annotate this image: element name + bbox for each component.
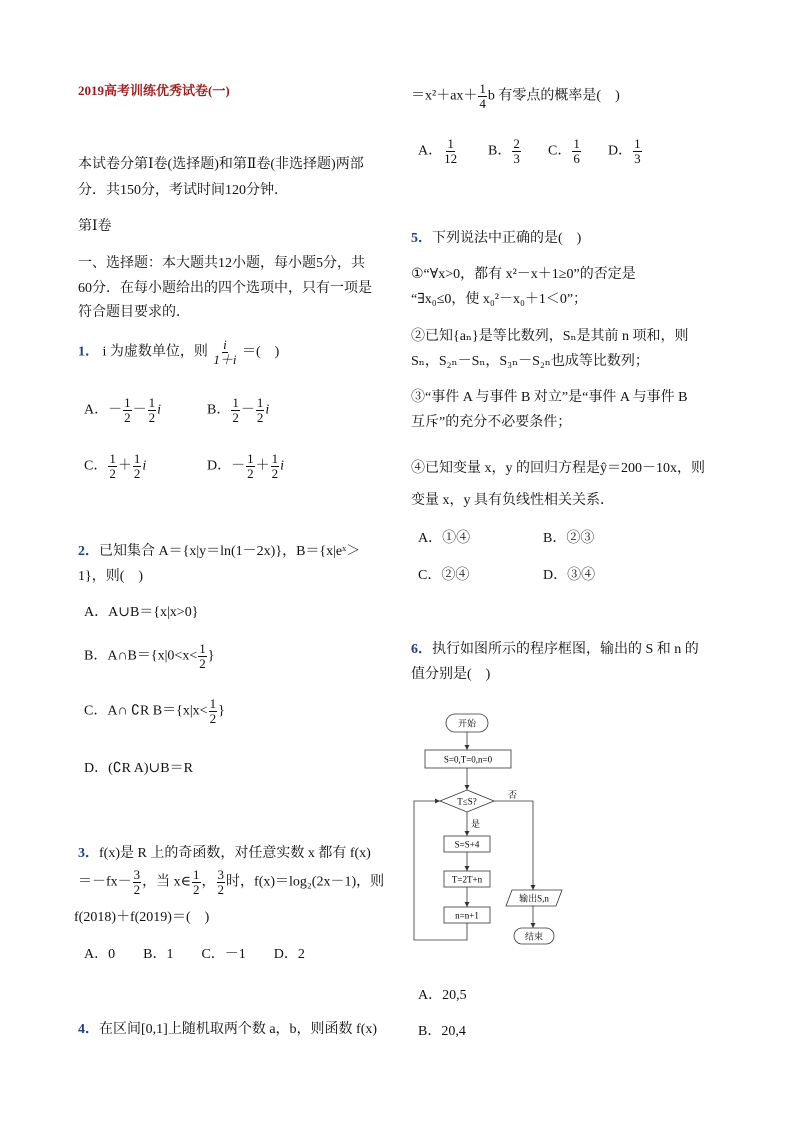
q5-statement-4b: 变量 x，y 具有负线性相关关系． [411, 493, 614, 508]
intro-line-2: 分．共150分，考试时间120分钟． [78, 183, 288, 198]
section-line-2: 60分．在每小题给出的四个选项中，只有一项是 [78, 281, 372, 296]
svg-text:结束: 结束 [524, 931, 544, 942]
q5-statement-3a: ③“事件 A 与事件 B 对立”是“事件 A 与事件 B [411, 390, 688, 405]
q3-options: A．0 B．1 C．－1 D．2 [84, 947, 305, 962]
question-2-stem-2: 1}，则( ) [78, 569, 144, 584]
question-5-number: 5． [411, 231, 432, 246]
q6-option-a: A．20,5 [418, 988, 467, 1003]
q1-option-d: D．－ $\frac{1}{2}$ ＋ $\frac{1}{2}$ i [207, 451, 285, 481]
q5-statement-2a: ②已知{aₙ}是等比数列，Sₙ是其前 n 项和，则 [411, 329, 689, 344]
q5-statement-1a: ①“∀x>0，都有 x²－x＋1≥0”的否定是 [411, 267, 636, 282]
question-3-stem: 3．f(x)是 R 上的奇函数，对任意实数 x 都有 f(x) [78, 846, 371, 861]
svg-text:S=0,T=0,n=0: S=0,T=0,n=0 [443, 754, 493, 765]
q2-option-c: C．A∩ ∁R B＝{x|x< $\frac{1}{2}$ } [84, 696, 225, 726]
q5-option-b: B．②③ [543, 531, 595, 546]
question-4-number: 4． [78, 1022, 99, 1037]
svg-text:n=n+1: n=n+1 [455, 910, 479, 921]
fraction: $\frac{i}{1+i}$ [213, 337, 237, 367]
svg-text:开始: 开始 [457, 718, 477, 729]
section-line-1: 一、选择题：本大题共12小题，每小题5分，共 [78, 256, 365, 271]
question-3-stem-2: ＝－fx－ $\frac{3}{2}$ ，当 x∈ $\frac{1}{2}$ ， $\frac{3}{2}$ 时，f(x)＝log₂(2x－1)，则 [78, 867, 385, 897]
q2-option-b: B．A∩B＝{x|0<x< $\frac{1}{2}$ } [84, 641, 215, 671]
q5-option-a: A．①④ [418, 531, 471, 546]
q5-statement-4a: ④已知变量 x，y 的回归方程是ŷ＝200－10x，则 [411, 461, 705, 476]
svg-text:是: 是 [471, 819, 481, 829]
question-5-stem: 5．下列说法中正确的是( ) [411, 231, 582, 246]
question-2-number: 2． [78, 544, 99, 559]
q4-option-a: A． $\frac{1}{12}$ [418, 136, 458, 166]
q4-option-c: C． $\frac{1}{6}$ [548, 136, 580, 166]
question-3-number: 3． [78, 846, 99, 861]
q2-option-a: A．A∪B＝{x|x>0} [84, 605, 199, 620]
question-4-stem: 4．在区间[0,1]上随机取两个数 a，b，则函数 f(x) [78, 1022, 378, 1037]
program-flowchart [408, 710, 588, 950]
svg-text:T≤S?: T≤S? [457, 796, 477, 807]
q5-statement-1b: “∃x₀≤0，使 x₀²－x₀＋1＜0”； [411, 292, 588, 307]
q2-option-d: D．(∁R A)∪B＝R [84, 761, 193, 776]
q6-option-b: B．20,4 [418, 1024, 466, 1039]
page-title: 2019高考训练优秀试卷(一) [78, 83, 230, 98]
question-3-stem-3: f(2018)＋f(2019)＝( ) [74, 910, 210, 925]
q4-option-d: D． $\frac{1}{3}$ [608, 136, 641, 166]
q5-option-d: D．③④ [543, 568, 596, 583]
q5-statement-3b: 互斥”的充分不必要条件； [411, 415, 572, 430]
svg-text:否: 否 [508, 790, 518, 800]
q1-option-c: C． $\frac{1}{2}$ ＋ $\frac{1}{2}$ i [84, 451, 147, 481]
question-6-stem-2: 值分别是( ) [411, 667, 491, 682]
q1-option-a: A．－ $\frac{1}{2}$ － $\frac{1}{2}$ i [84, 395, 162, 425]
question-6-stem: 6．执行如图所示的程序框图，输出的 S 和 n 的 [411, 642, 699, 657]
svg-text:输出S,n: 输出S,n [519, 893, 549, 904]
q1-option-b: B． $\frac{1}{2}$ － $\frac{1}{2}$ i [207, 395, 270, 425]
question-1-stem: 1． i 为虚数单位，则 $\frac{i}{1+i}$ ＝( ) [78, 337, 280, 367]
q5-statement-2b: Sₙ，S₂ₙ－Sₙ，S₃ₙ－S₂ₙ也成等比数列； [411, 354, 649, 369]
question-4-stem-2: ＝x²＋ax＋ $\frac{1}{4}$ b 有零点的概率是( ) [411, 81, 620, 111]
question-6-number: 6． [411, 642, 432, 657]
svg-text:S=S+4: S=S+4 [454, 839, 480, 850]
section-line-3: 符合题目要求的． [78, 305, 190, 320]
part-heading: 第Ⅰ卷 [78, 219, 112, 234]
svg-text:T=2T+n: T=2T+n [451, 874, 483, 885]
question-1-number: 1． [78, 344, 99, 360]
intro-line-1: 本试卷分第Ⅰ卷(选择题)和第Ⅱ卷(非选择题)两部 [78, 157, 364, 172]
q4-option-b: B． $\frac{2}{3}$ [488, 136, 520, 166]
question-2-stem: 2．已知集合 A＝{x|y＝ln(1－2x)}，B＝{x|eˣ＞ [78, 544, 361, 559]
q5-option-c: C．②④ [418, 568, 470, 583]
